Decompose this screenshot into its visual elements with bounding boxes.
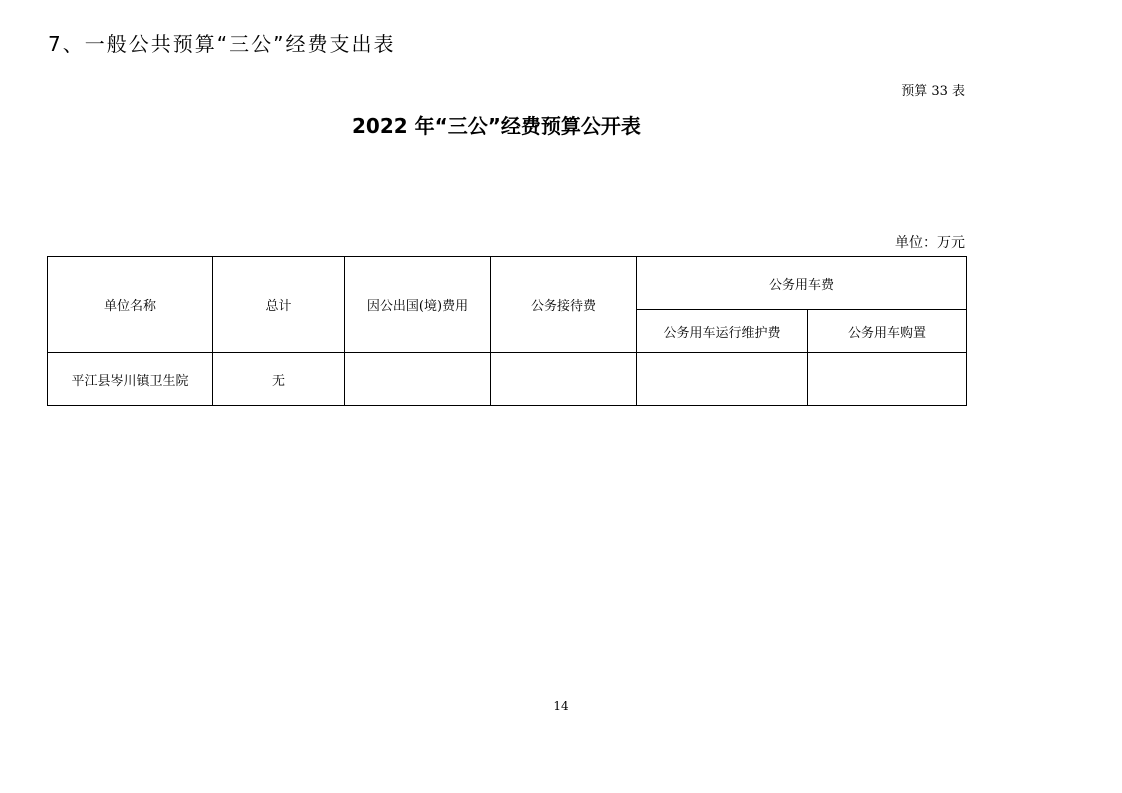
header-vehicle-purchase: 公务用车购置 bbox=[808, 310, 967, 353]
header-total: 总计 bbox=[213, 257, 345, 353]
section-heading: 7、一般公共预算“三公”经费支出表 bbox=[48, 32, 396, 56]
table-row bbox=[48, 353, 967, 406]
header-row bbox=[48, 257, 967, 310]
header-overseas-expenses: 因公出国(境)费用 bbox=[345, 257, 491, 353]
budget-table bbox=[47, 256, 967, 406]
header-reception-expenses: 公务接待费 bbox=[491, 257, 637, 353]
cell-total: 无 bbox=[213, 353, 345, 406]
header-unit-name: 单位名称 bbox=[48, 257, 213, 353]
cell-reception-expenses bbox=[491, 353, 637, 406]
cell-unit-name: 平江县岑川镇卫生院 bbox=[48, 353, 213, 406]
cell-vehicle-purchase bbox=[808, 353, 967, 406]
document-title: 2022 年“三公”经费预算公开表 bbox=[352, 114, 641, 138]
cell-overseas-expenses bbox=[345, 353, 491, 406]
cell-vehicle-operation bbox=[637, 353, 808, 406]
page-number: 14 bbox=[553, 699, 569, 713]
header-vehicle-expenses: 公务用车费 bbox=[637, 257, 967, 310]
table-number: 预算 33 表 bbox=[901, 84, 965, 99]
unit-label: 单位：万元 bbox=[895, 235, 965, 251]
header-vehicle-operation: 公务用车运行维护费 bbox=[637, 310, 808, 353]
